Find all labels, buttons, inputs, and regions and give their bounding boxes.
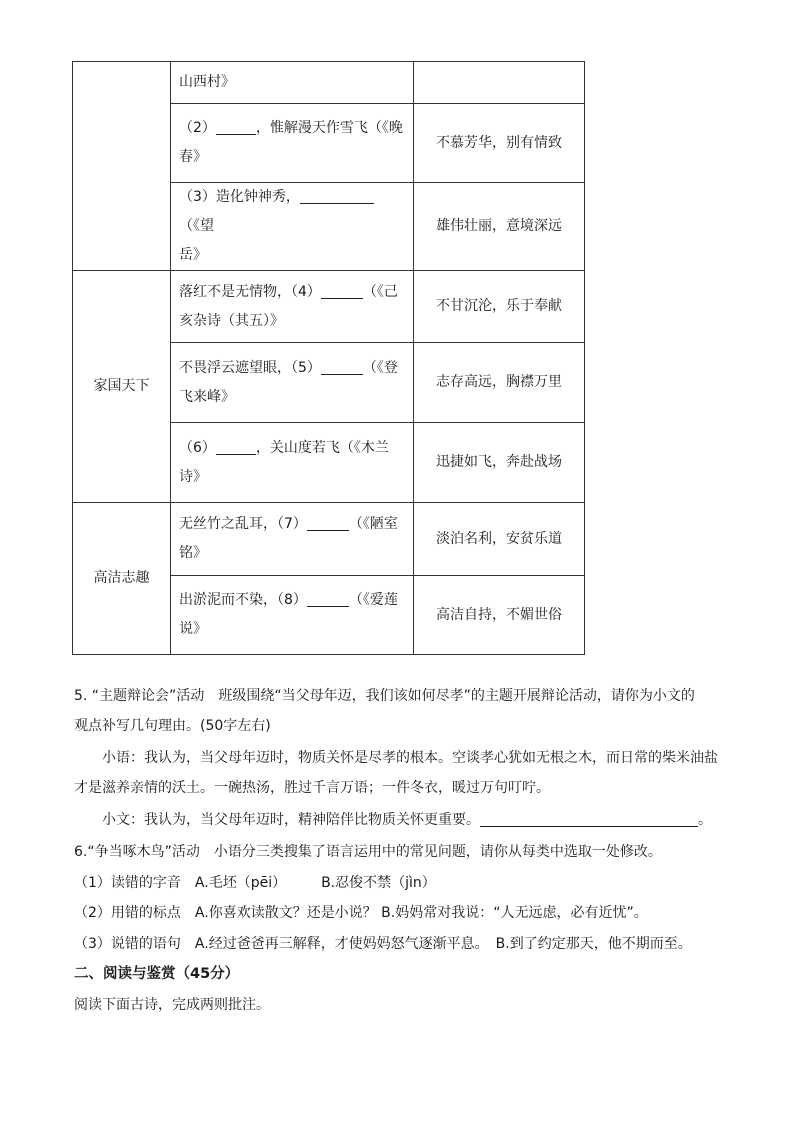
verse-cell: （2） ，惟解漫天作雪飞（《晚 春》 (171, 104, 414, 183)
answer-blank (321, 360, 363, 375)
answer-blank (216, 120, 256, 135)
answer-blank (307, 592, 349, 607)
section-title: 二、阅读与鉴赏（45分） (74, 966, 240, 982)
q5-answer-blank[interactable] (480, 812, 698, 827)
verse-cell: （3）造化钟神秀，（《望 岳》 (171, 183, 414, 271)
category-cell-noble: 高洁志趣 (73, 503, 171, 655)
q6-prompt: 6.“争当啄木鸟”活动 小语分三类搜集了语言运用中的常见问题，请你从每类中选取一处修改。 (74, 844, 662, 860)
answer-blank (216, 440, 256, 455)
answer-blank (321, 284, 363, 299)
theme-cell: 志存高远，胸襟万里 (414, 343, 585, 423)
verse-cell: 不畏浮云遮望眼，（5） （《登 飞来峰》 (171, 343, 414, 423)
q6-item-2: （2）用错的标点 A.你喜欢读散文？还是小说？ B.妈妈常对我说：“人无远虑，必有近忧”。 (74, 905, 648, 921)
q5-xiaoyu-line1: 小语：我认为，当父母年迈时，物质关怀是尽孝的根本。空谈孝心犹如无根之木，而日常的柴米油盐 (102, 750, 718, 766)
category-cell-home: 家国天下 (73, 271, 171, 503)
verse-cell: 山西村》 (171, 62, 414, 104)
verse-cell: 出淤泥而不染，（8） （《爱莲 说》 (171, 576, 414, 655)
theme-cell: 不甘沉沦，乐于奉献 (414, 271, 585, 343)
q5-xiaowen-line: 小文：我认为，当父母年迈时，精神陪伴比物质关怀更重要。 。 (102, 812, 712, 828)
theme-cell: 淡泊名利，安贫乐道 (414, 503, 585, 576)
theme-cell: 不慕芳华，别有情致 (414, 104, 585, 183)
poem-table (72, 61, 585, 655)
q5-prompt-line2: 观点补写几句理由。(50字左右) (74, 718, 271, 734)
q5-prompt-line1: 5. “主题辩论会”活动 班级围绕“当父母年迈，我们该如何尽孝”的主题开展辩论活动，请你为小文的 (74, 688, 695, 704)
q6-item-1: （1）读错的字音 A.毛坯（pēi） B.忍俊不禁（jìn） (74, 875, 436, 891)
section-intro: 阅读下面古诗，完成两则批注。 (74, 997, 270, 1013)
theme-cell: 雄伟壮丽，意境深远 (414, 183, 585, 271)
verse-cell: （6） ，关山度若飞（《木兰 诗》 (171, 423, 414, 503)
answer-blank (307, 516, 349, 531)
verse-cell: 无丝竹之乱耳，（7） （《陋室 铭》 (171, 503, 414, 576)
theme-cell: 高洁自持，不媚世俗 (414, 576, 585, 655)
q5-xiaoyu-line2: 才是滋养亲情的沃土。一碗热汤，胜过千言万语；一件冬衣，暖过万句叮咛。 (74, 780, 550, 796)
q6-item-3: （3）说错的语句 A.经过爸爸再三解释，才使妈妈怒气逐渐平息。 B.到了约定那天，他不期而至。 (74, 936, 692, 952)
category-cell (73, 62, 171, 271)
theme-cell: 迅捷如飞，奔赴战场 (414, 423, 585, 503)
answer-blank (300, 189, 374, 204)
verse-cell: 落红不是无情物，（4） （《己 亥杂诗（其五）》 (171, 271, 414, 343)
theme-cell (414, 62, 585, 104)
